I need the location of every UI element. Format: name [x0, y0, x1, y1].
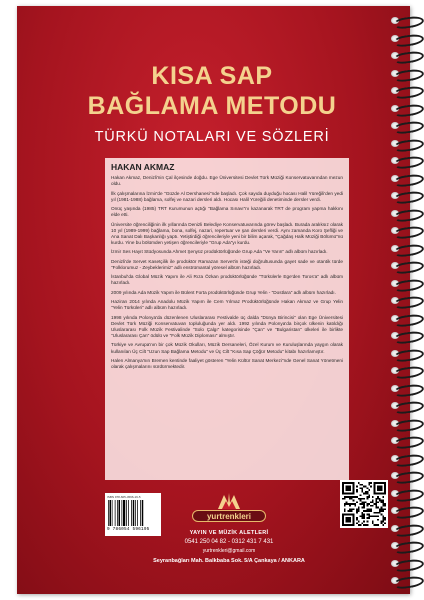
barcode-bars	[108, 500, 158, 526]
publisher-emblem-icon	[216, 491, 242, 511]
publisher-email: yurtrenkleri@gmail.com	[202, 548, 256, 554]
spiral-coil	[391, 84, 421, 97]
book-back-cover	[17, 6, 410, 594]
barcode-digits: 9 786054 596195	[107, 527, 150, 532]
spiral-coil	[391, 277, 421, 290]
bio-paragraph: Hakan Akmaz, Denizli'nin Çal ilçesinde doğdu. Ege Üniversitesi Devlet Türk Müziği Konservatuvarından mezun oldu.	[111, 175, 343, 187]
spiral-coil	[391, 119, 421, 132]
spiral-coil	[391, 329, 421, 342]
bio-paragraph: İlk çalışmalarına İzmir'de "Güzde Al Dershanesi"nde başladı. Çok sayıda duyduğu hocası Halil Yüreğili'den yedi yıl (1981-1988) bağlama, solfej ve nazari dersleri aldı. Hocası Halil Yüreğili denetiminde dersler verdi.	[111, 190, 343, 202]
spiral-coil	[391, 224, 421, 237]
bio-paragraph: Üniversite öğrenciliğinin ilk yıllarında Denizli Belediye Konservatuvarında görev başladı. Burada aralıksız olarak 10 yıl (1989-1999) bağlama, bona, solfej, nazari, repertuar ve şan dersleri verdi. Aynı zamanda Koro Şefliği ve Ana Sanat Dalı Başkanlığı yaptı. Yetiştirdiği öğrencileriyle yeni bir bilim açarak, "Çağdaş Halk Müziği Bölümü"nü kurdu. Yine bu bölümden yetişen öğrencileriyle "Grup Ada"yı kurdu.	[111, 221, 343, 246]
spiral-coil	[391, 189, 421, 202]
spiral-coil	[391, 522, 421, 535]
spiral-coil	[391, 207, 421, 220]
spiral-coil	[391, 154, 421, 167]
spiral-coil	[391, 382, 421, 395]
spiral-coil	[391, 137, 421, 150]
publisher-phone: 0541 250 04 82 - 0312 431 7 431	[184, 539, 274, 545]
spiral-binding	[394, 0, 424, 600]
spiral-coil	[391, 67, 421, 80]
spiral-coil	[391, 399, 421, 412]
spiral-coil	[391, 452, 421, 465]
spiral-coil	[391, 32, 421, 45]
bio-paragraph: 2009 yılında Ada Müzik Yapım ile Bülent Forta prodüktörlüğünde Grup Yelin - "Dostlara" adlı albüm hazırladı.	[111, 289, 336, 295]
bio-paragraph: Denizli'de Servet Kasetçilik ile prodüktör Ramazan Servet'in isteği doğrultusunda gayet sade ve otantik türde "Folklorumuz - Zeybeklerimiz" adlı enstrümantal yöresel albüm hazırladı.	[111, 258, 343, 270]
publisher-logo-text: yurtrenkleri	[192, 510, 266, 522]
book-subtitle: TÜRKÜ NOTALARI VE SÖZLERİ	[94, 129, 330, 145]
spiral-coil	[391, 469, 421, 482]
qr-code	[340, 480, 388, 528]
isbn-label: ISBN 978-605-4596-19-5	[107, 495, 141, 499]
spiral-coil	[391, 417, 421, 430]
bio-paragraph: Haziran 2014 yılında Anadolu Müzik Yapım ile Cem Yılmaz Prodüktörlüğünde Hakan Akmaz ve Grup Yelin "Yelin Türküleri" adlı albüm hazırladı.	[111, 299, 343, 311]
bio-paragraph: Türkiye ve Avrupa'nın bir çok Müzik Okulları, Müzik Dersaneleri, Özel Kurum ve Kuruluşlarında yaygın olarak kullanılan Üç Cilt "Uzun Sap Bağlama Metodu" ve Üç Cilt "Kısa Sap Çöğür Metodu" kitabı hazırlamıştır.	[111, 342, 343, 354]
spiral-coil	[391, 259, 421, 272]
spiral-coil	[391, 539, 421, 552]
spiral-coil	[391, 14, 421, 27]
book-title-line-2: BAĞLAMA METODU	[87, 92, 337, 120]
author-bio	[111, 175, 343, 370]
spiral-coil	[391, 294, 421, 307]
spiral-coil	[391, 312, 421, 325]
spiral-coil	[391, 172, 421, 185]
publisher-address: Seyranbağları Mah. Balkbaba Sok. 5/A Çankaya / ANKARA	[153, 558, 305, 564]
bio-paragraph: İzmir Ses Hayıt Stüdyosunda Ahmet Şenyüz prodüktörlüğünde Grup Ada "Ve Yarın" adlı albüm hazırladı.	[111, 249, 328, 255]
spiral-coil	[391, 102, 421, 115]
spiral-coil	[391, 242, 421, 255]
spiral-coil	[391, 49, 421, 62]
spiral-coil	[391, 557, 421, 570]
book-title-line-1: KISA SAP	[151, 62, 273, 90]
bio-paragraph: Halen Almanya'nın Bremen kentinde faaliyet gösteren "Yelin Kültür Sanat Merkezi"nde Genel Sanat Yönetmeni olarak çalışmalarını sürdürmektedir.	[111, 357, 343, 370]
bio-paragraph: Onüç yaşında (1985) TRT Kurumunun açtığı "Bağlama Sınavı"nı kazanarak TRT de program yapma hakkını elde etti.	[111, 206, 343, 218]
spiral-coil	[391, 574, 421, 587]
author-bio-box	[105, 158, 349, 480]
bio-paragraph: 1998 yılında Polonya'da düzenlenen Uluslararası Festivalde üç dalda "Dünya Birincisi" olan Ege Üniversitesi Devlet Türk Müziği Konservatuvarı topluluğunda yer aldı. 1992 yılında Polonya'da birçok ülkenin katıldığı Uluslararası Folk Müzik Festivalinde "Solo Çalgı" kategorisinde "Çan" ve "Bulgaristan" ülkeleri ile birlikte "Uluslararası Çan" ödülü ve "Folk Müzik Diploması" almıştır.	[111, 314, 343, 339]
publisher-logo	[192, 491, 266, 525]
spiral-coil	[391, 487, 421, 500]
spiral-coil	[391, 347, 421, 360]
publisher-tagline: YAYIN VE MÜZİK ALETLERİ	[189, 530, 269, 536]
spiral-coil	[391, 434, 421, 447]
bio-paragraph: İstanbul'da Global Müzik Yapım ile Ali Rıza Özkan prodüktörlüğünde "Türkülerle Ege'den Toros'a" adlı albüm hazırladı.	[111, 274, 343, 286]
spiral-coil	[391, 504, 421, 517]
author-name: HAKAN AKMAZ	[111, 162, 175, 172]
spiral-coil	[391, 364, 421, 377]
